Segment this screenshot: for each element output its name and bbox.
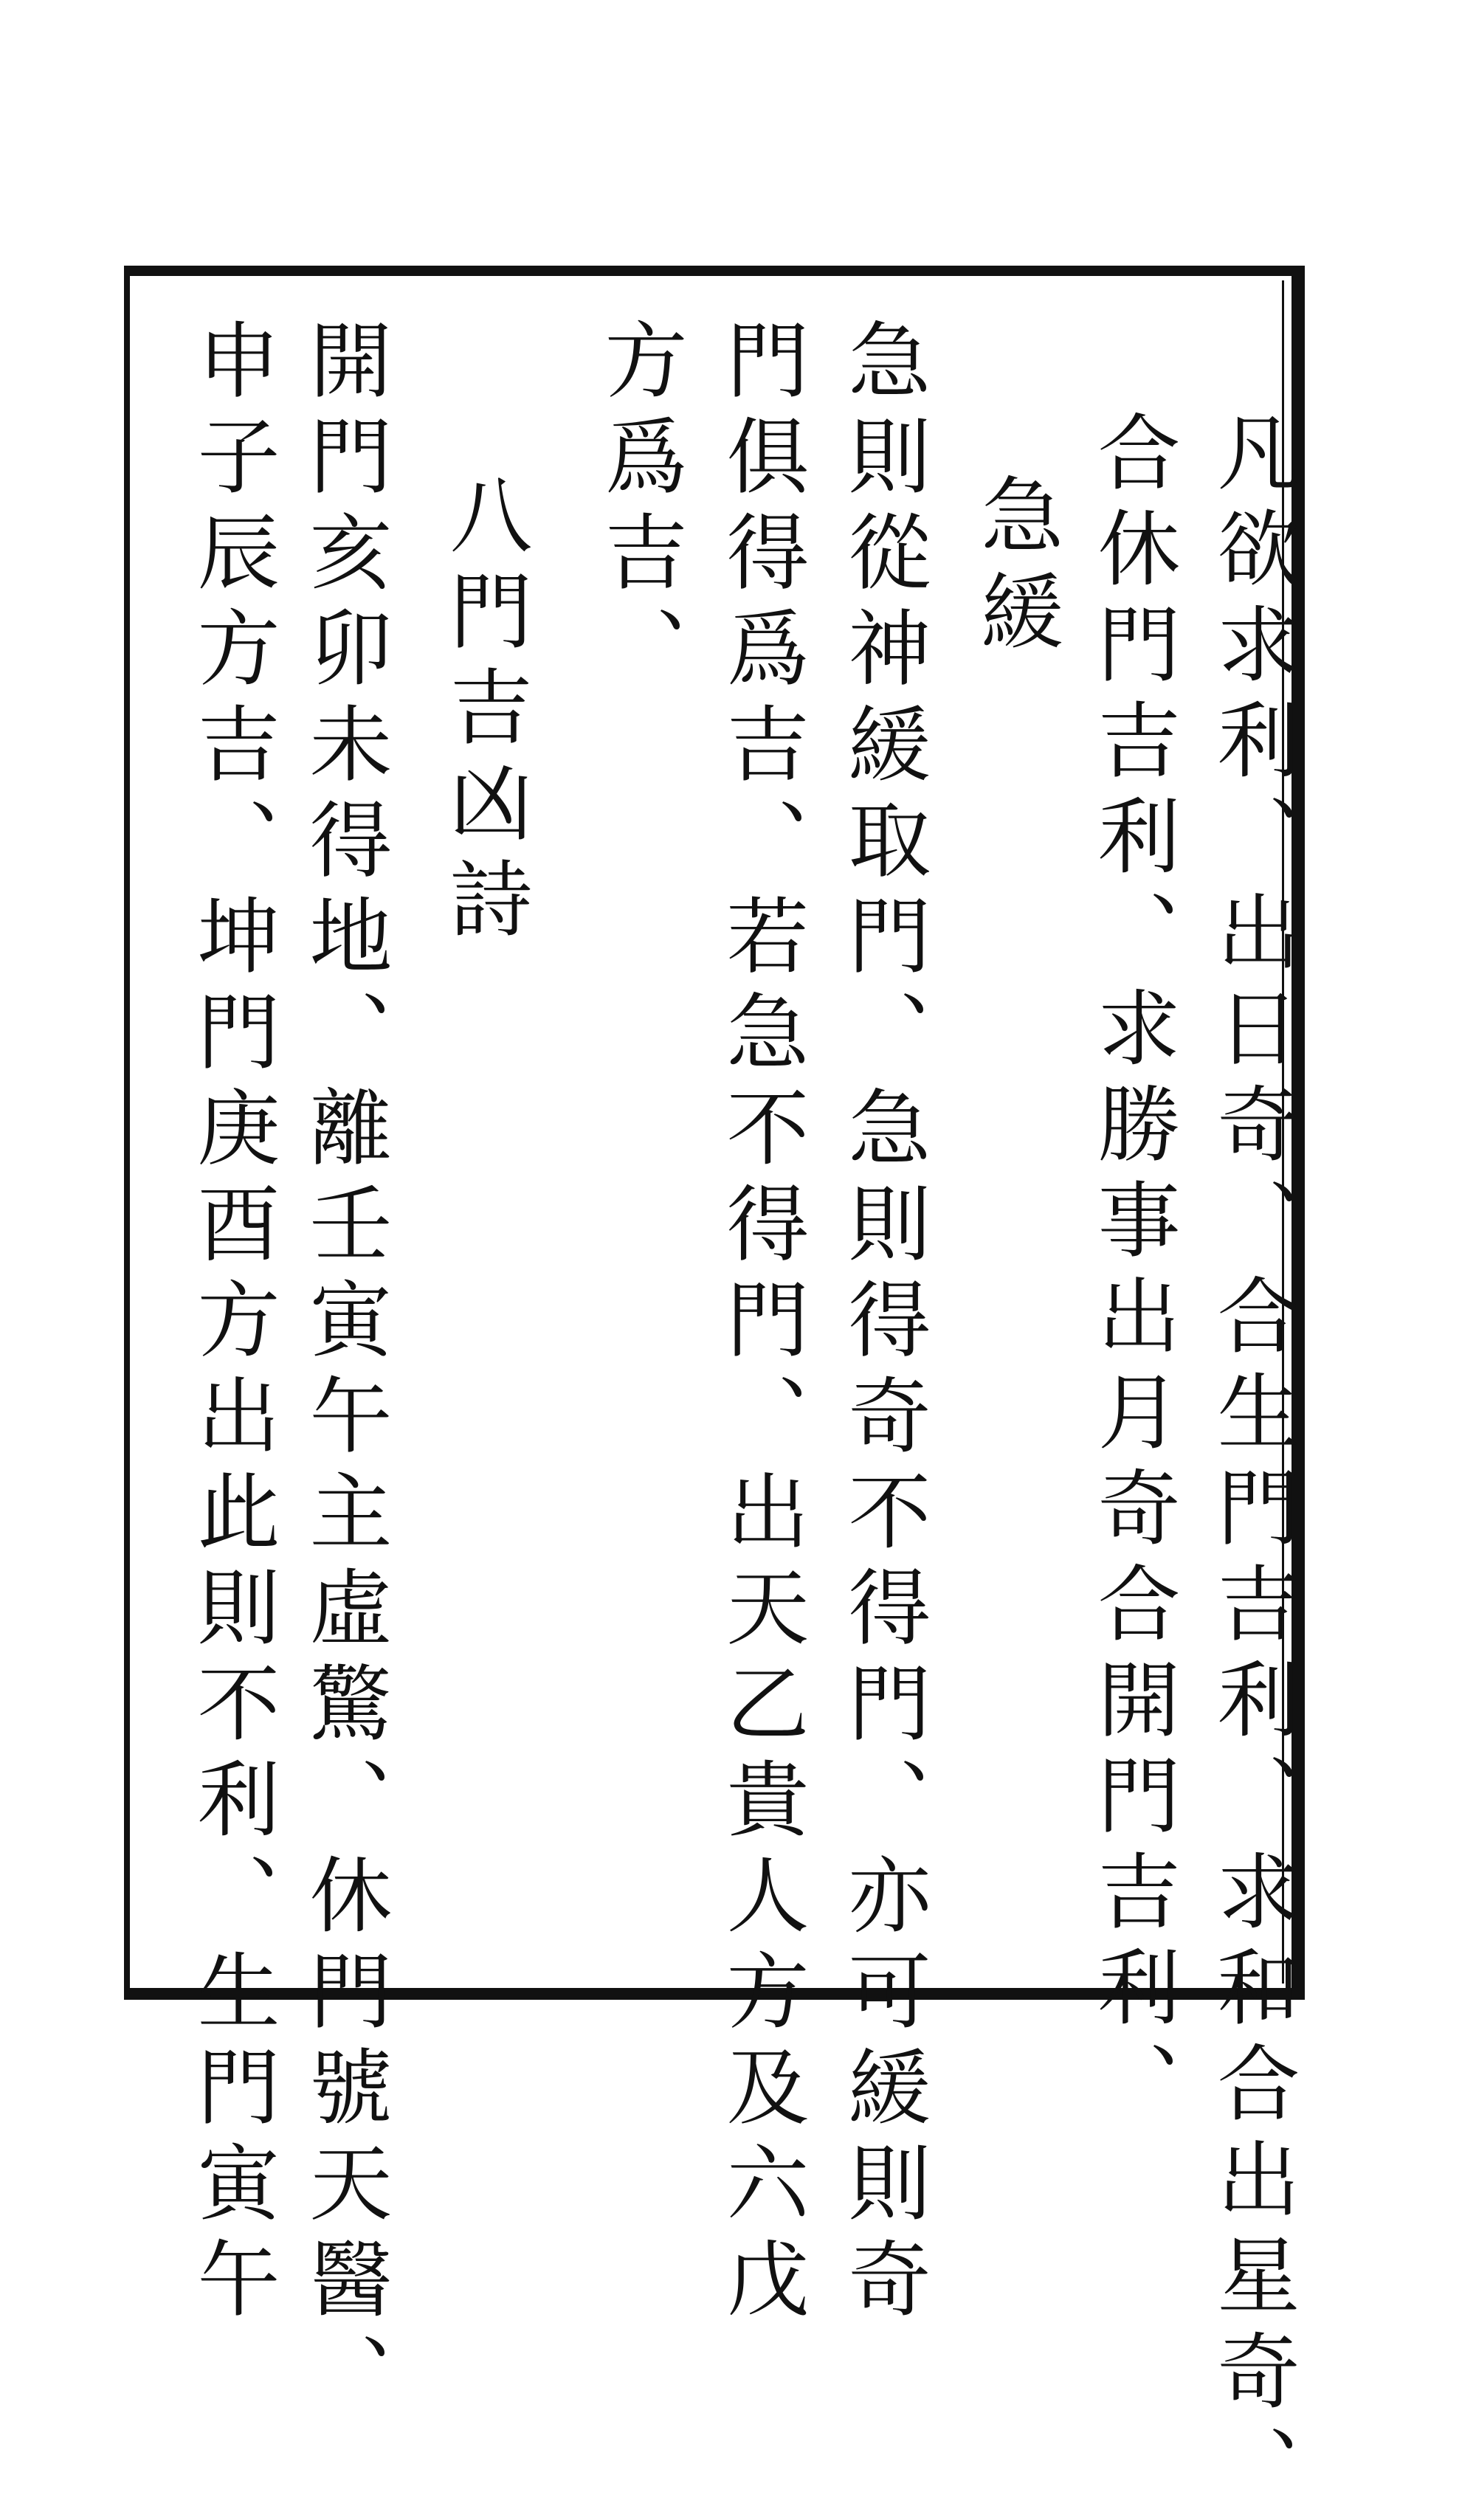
section-heading-bamen: 八門吉凶詩 (436, 472, 532, 952)
text-column-6: 方爲吉、 (591, 317, 687, 701)
text-column-2: 合休門吉利、求勝事出月奇合開門吉利、 (1084, 410, 1180, 2136)
text-column-1: 凡欲求利、出日奇、合生門吉利、求和合出星奇、 (1204, 410, 1300, 2520)
page-edge-strip (128, 280, 165, 1985)
section-heading-jihuan: 急緩 (968, 472, 1063, 664)
text-column-4: 急則從神緩取門、急則得奇不得門、亦可緩則奇 (835, 317, 931, 2332)
text-column-5: 門俱得爲吉、若急不得門、出天乙貴人方及六戊 (713, 317, 809, 2332)
text-column-9: 申子辰方吉、坤門庚酉方出此則不利、生門寅午 (184, 317, 280, 2332)
text-column-8: 開門亥卯未得地、離壬寅午主虛驚、休門號天醫、 (296, 317, 392, 2428)
